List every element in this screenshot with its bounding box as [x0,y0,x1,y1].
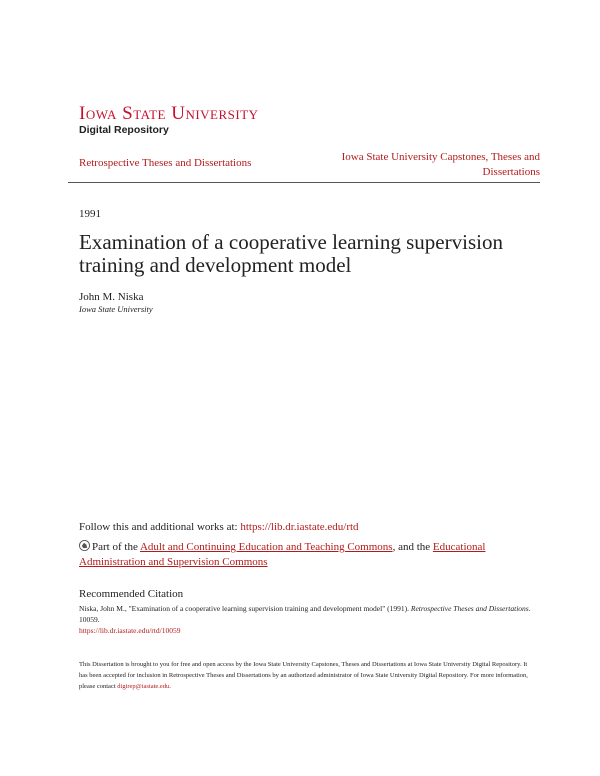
citation-url[interactable]: https://lib.dr.iastate.edu/rtd/10059 [79,626,181,635]
citation-number: . 10059. [79,604,531,624]
collection-link-left[interactable]: Retrospective Theses and Dissertations [79,157,252,169]
repository-logo-subtitle: Digital Repository [79,124,169,136]
commons-network-icon [79,540,90,551]
recommended-citation-heading: Recommended Citation [79,588,184,600]
notice-end: . [169,683,171,690]
notice-text: This Dissertation is brought to you for free and open access by the Iowa State University Capstones, Theses and Dissertations at Iowa State University Digital Repository. It has been accepted for inclusion in Retrospective Theses and Dissertations by an authorized administrator of Iowa State University Digital Repository. For more information, please contact [79,661,528,690]
collection-link-right[interactable]: Iowa State University Capstones, Theses and Dissertations [341,151,540,178]
access-notice [79,659,534,692]
follow-line [79,520,359,534]
document-title: Examination of a cooperative learning supervision training and development model [79,230,503,277]
university-logo: Iowa State University [79,103,259,124]
commons-link-educational-administration[interactable]: Educational Administration and Supervision Commons [79,541,486,568]
part-of-prefix: Part of the [92,541,140,553]
header-divider [68,182,540,183]
part-of-line [79,540,529,570]
follow-link[interactable]: https://lib.dr.iastate.edu/rtd [240,521,359,533]
citation-text: Niska, John M., "Examination of a cooperative learning supervision training and development model" (1991). [79,604,411,613]
author-affiliation: Iowa State University [79,304,153,314]
publication-year: 1991 [79,208,101,220]
author-name: John M. Niska [79,291,144,303]
follow-text: Follow this and additional works at: [79,521,241,533]
part-of-middle: , and the [392,541,433,553]
recommended-citation [79,603,534,636]
citation-series: Retrospective Theses and Dissertations [410,604,529,613]
commons-link-adult-education[interactable]: Adult and Continuing Education and Teaching Commons [139,541,393,553]
contact-email-link[interactable]: digirep@iastate.edu [117,683,170,690]
